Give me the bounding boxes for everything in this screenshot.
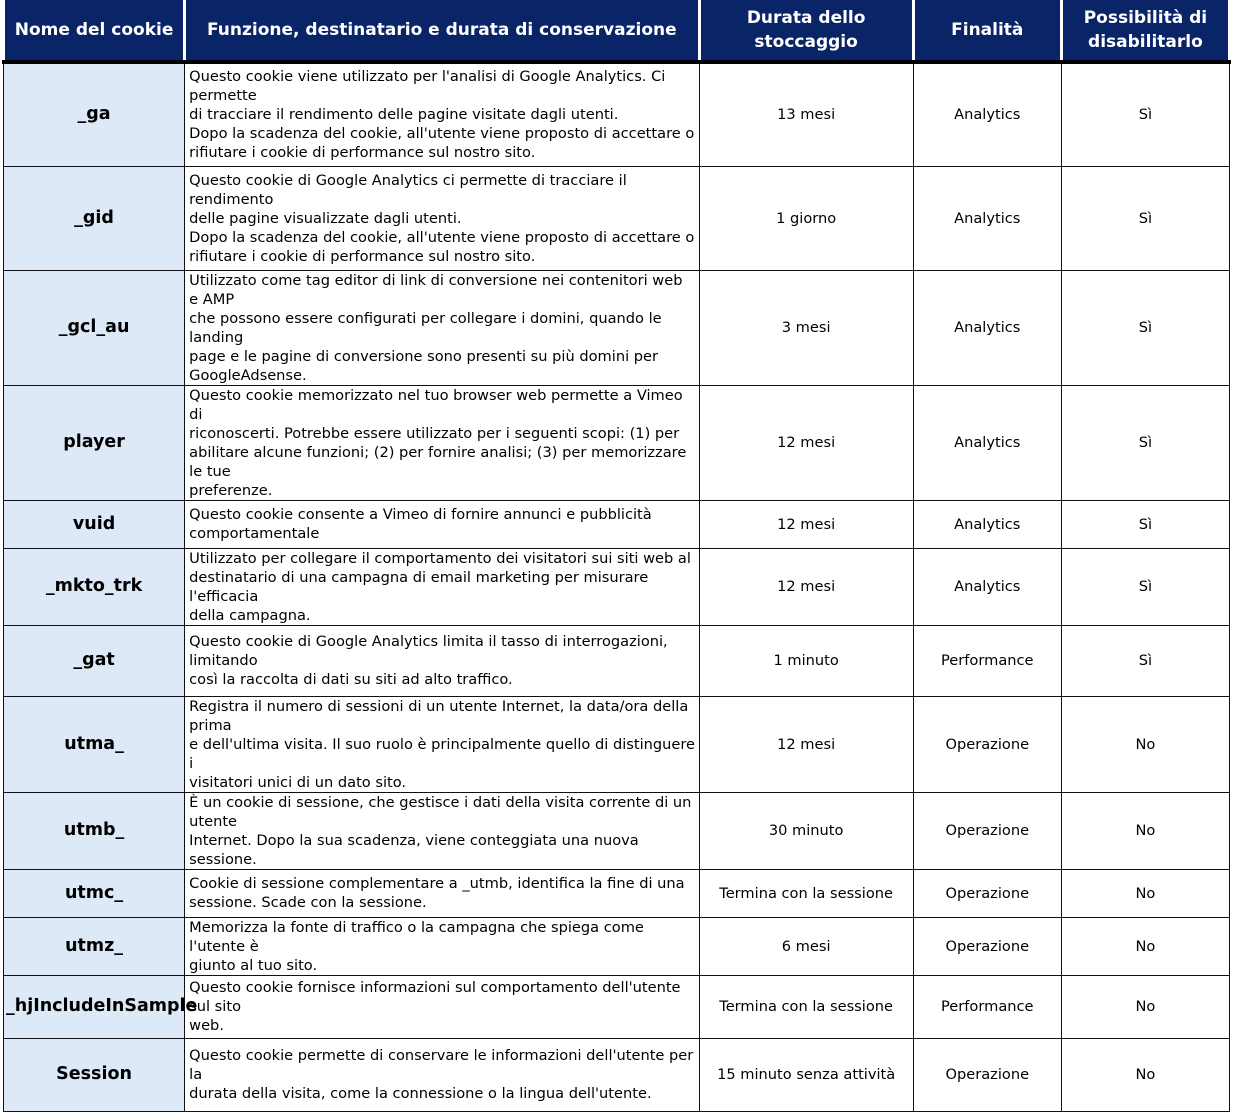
description-line: visitatori unici di un dato sito.	[189, 773, 407, 791]
header-purpose: Finalità	[913, 0, 1061, 62]
description-line: page e le pagine di conversione sono presenti su più domini per	[189, 347, 659, 365]
table-row	[4, 270, 1230, 385]
cookie-name-cell: utmb_	[4, 792, 185, 869]
table-row	[4, 166, 1230, 270]
can-disable-cell: Sì	[1061, 625, 1229, 696]
storage-duration-cell: 6 mesi	[699, 917, 913, 975]
header-disable-line: Possibilità di	[1083, 8, 1208, 28]
cookie-description-cell	[185, 696, 699, 792]
description-line: È un cookie di sessione, che gestisce i dati della visita corrente di un utente	[189, 793, 692, 830]
cookie-name-cell: _hjIncludeInSample	[4, 975, 185, 1038]
cookie-name-cell: Session	[4, 1038, 185, 1111]
cookie-name-cell: _gid	[4, 166, 185, 270]
description-line: così la raccolta di dati su siti ad alto traffico.	[189, 671, 513, 688]
table-row	[4, 500, 1230, 548]
can-disable-cell: Sì	[1061, 500, 1229, 548]
header-disable	[1061, 0, 1229, 62]
storage-duration-cell: Termina con la sessione	[699, 975, 913, 1038]
header-row	[4, 0, 1230, 62]
cookie-description-cell	[185, 166, 699, 270]
description-line: comportamentale	[189, 525, 320, 542]
cookie-name-cell: vuid	[4, 500, 185, 548]
cookie-name-cell: _gcl_au	[4, 270, 185, 385]
description-line: sessione. Scade con la sessione.	[189, 894, 427, 911]
cookie-description-cell	[185, 1038, 699, 1111]
purpose-cell: Analytics	[913, 500, 1061, 548]
description-line: della campagna.	[189, 606, 311, 624]
header-duration: Durata dello stoccaggio	[699, 0, 913, 62]
description-line: Questo cookie consente a Vimeo di fornire annunci e pubblicità	[189, 506, 652, 523]
can-disable-cell: No	[1061, 792, 1229, 869]
cookie-description-cell	[185, 975, 699, 1038]
description-line: di tracciare il rendimento delle pagine visitate dagli utenti.	[189, 106, 619, 124]
purpose-cell: Operazione	[913, 696, 1061, 792]
description-line: Utilizzato come tag editor di link di conversione nei contenitori web e AMP	[189, 271, 683, 308]
can-disable-cell: No	[1061, 917, 1229, 975]
purpose-cell: Performance	[913, 625, 1061, 696]
description-line: che possono essere configurati per collegare i domini, quando le landing	[189, 309, 662, 346]
can-disable-cell: Sì	[1061, 166, 1229, 270]
cookie-description-cell	[185, 869, 699, 917]
description-line: web.	[189, 1017, 224, 1034]
header-function: Funzione, destinatario e durata di conservazione	[185, 0, 699, 62]
can-disable-cell: No	[1061, 1038, 1229, 1111]
description-line: Questo cookie viene utilizzato per l'analisi di Google Analytics. Ci permette	[189, 68, 666, 105]
purpose-cell: Operazione	[913, 917, 1061, 975]
description-line: rifiutare i cookie di performance sul nostro sito.	[189, 144, 536, 162]
can-disable-cell: No	[1061, 975, 1229, 1038]
description-line: Questo cookie memorizzato nel tuo browser web permette a Vimeo di	[189, 386, 683, 423]
description-line: durata della visita, come la connessione o la lingua dell'utente.	[189, 1085, 652, 1102]
cookie-name-cell: _gat	[4, 625, 185, 696]
table-row	[4, 385, 1230, 500]
cookie-description-cell	[185, 62, 699, 166]
description-line: Questo cookie di Google Analytics limita il tasso di interrogazioni, limitando	[189, 633, 668, 669]
cookie-description-cell	[185, 792, 699, 869]
cookie-name-cell: utmz_	[4, 917, 185, 975]
table-row	[4, 975, 1230, 1038]
cookie-description-cell	[185, 270, 699, 385]
can-disable-cell: Sì	[1061, 62, 1229, 166]
purpose-cell: Analytics	[913, 548, 1061, 625]
table-row	[4, 792, 1230, 869]
can-disable-cell: No	[1061, 869, 1229, 917]
table-row	[4, 1038, 1230, 1111]
table-row	[4, 548, 1230, 625]
description-line: Utilizzato per collegare il comportamento dei visitatori sui siti web al	[189, 549, 691, 567]
storage-duration-cell: 30 minuto	[699, 792, 913, 869]
storage-duration-cell: 1 giorno	[699, 166, 913, 270]
table-row	[4, 696, 1230, 792]
description-line: e dell'ultima visita. Il suo ruolo è principalmente quello di distinguere i	[189, 735, 696, 772]
cookie-description-cell	[185, 500, 699, 548]
cookie-name-cell: _mkto_trk	[4, 548, 185, 625]
storage-duration-cell: 1 minuto	[699, 625, 913, 696]
storage-duration-cell: 12 mesi	[699, 385, 913, 500]
table-row	[4, 62, 1230, 166]
description-line: Memorizza la fonte di traffico o la campagna che spiega come l'utente è	[189, 918, 644, 955]
cookie-name-cell: player	[4, 385, 185, 500]
storage-duration-cell: Termina con la sessione	[699, 869, 913, 917]
purpose-cell: Performance	[913, 975, 1061, 1038]
purpose-cell: Operazione	[913, 1038, 1061, 1111]
table-row	[4, 625, 1230, 696]
description-line: riconoscerti. Potrebbe essere utilizzato per i seguenti scopi: (1) per	[189, 424, 680, 442]
storage-duration-cell: 13 mesi	[699, 62, 913, 166]
description-line: abilitare alcune funzioni; (2) per fornire analisi; (3) per memorizzare le tue	[189, 443, 687, 480]
can-disable-cell: No	[1061, 696, 1229, 792]
cookie-name-cell: utma_	[4, 696, 185, 792]
description-line: delle pagine visualizzate dagli utenti.	[189, 209, 462, 227]
description-line: preferenze.	[189, 481, 273, 499]
description-line: Registra il numero di sessioni di un utente Internet, la data/ora della prima	[189, 697, 689, 734]
description-line: rifiutare i cookie di performance sul nostro sito.	[189, 247, 536, 265]
cookie-description-cell	[185, 548, 699, 625]
cookie-name-cell: utmc_	[4, 869, 185, 917]
cookie-table	[2, 0, 1231, 1112]
description-line: Cookie di sessione complementare a _utmb, identifica la fine di una	[189, 875, 685, 892]
can-disable-cell: Sì	[1061, 385, 1229, 500]
table-row	[4, 917, 1230, 975]
cookie-description-cell	[185, 917, 699, 975]
storage-duration-cell: 12 mesi	[699, 500, 913, 548]
description-line: destinatario di una campagna di email marketing per misurare l'efficacia	[189, 568, 649, 605]
storage-duration-cell: 15 minuto senza attività	[699, 1038, 913, 1111]
description-line: Questo cookie di Google Analytics ci permette di tracciare il rendimento	[189, 171, 627, 208]
purpose-cell: Analytics	[913, 270, 1061, 385]
storage-duration-cell: 12 mesi	[699, 696, 913, 792]
purpose-cell: Operazione	[913, 869, 1061, 917]
header-cookie-name: Nome del cookie	[4, 0, 185, 62]
purpose-cell: Operazione	[913, 792, 1061, 869]
cookie-description-cell	[185, 625, 699, 696]
description-line: Questo cookie fornisce informazioni sul comportamento dell'utente sul sito	[189, 979, 681, 1015]
description-line: GoogleAdsense.	[189, 366, 307, 384]
purpose-cell: Analytics	[913, 62, 1061, 166]
description-line: Questo cookie permette di conservare le informazioni dell'utente per la	[189, 1047, 694, 1083]
cookie-description-cell	[185, 385, 699, 500]
description-line: giunto al tuo sito.	[189, 956, 318, 974]
header-disable-line: disabilitarlo	[1088, 32, 1203, 52]
storage-duration-cell: 12 mesi	[699, 548, 913, 625]
can-disable-cell: Sì	[1061, 270, 1229, 385]
table-row	[4, 869, 1230, 917]
storage-duration-cell: 3 mesi	[699, 270, 913, 385]
description-line: Dopo la scadenza del cookie, all'utente viene proposto di accettare o	[189, 228, 695, 246]
purpose-cell: Analytics	[913, 385, 1061, 500]
cookie-name-cell: _ga	[4, 62, 185, 166]
can-disable-cell: Sì	[1061, 548, 1229, 625]
purpose-cell: Analytics	[913, 166, 1061, 270]
description-line: Dopo la scadenza del cookie, all'utente viene proposto di accettare o	[189, 125, 695, 143]
description-line: Internet. Dopo la sua scadenza, viene conteggiata una nuova sessione.	[189, 831, 639, 868]
